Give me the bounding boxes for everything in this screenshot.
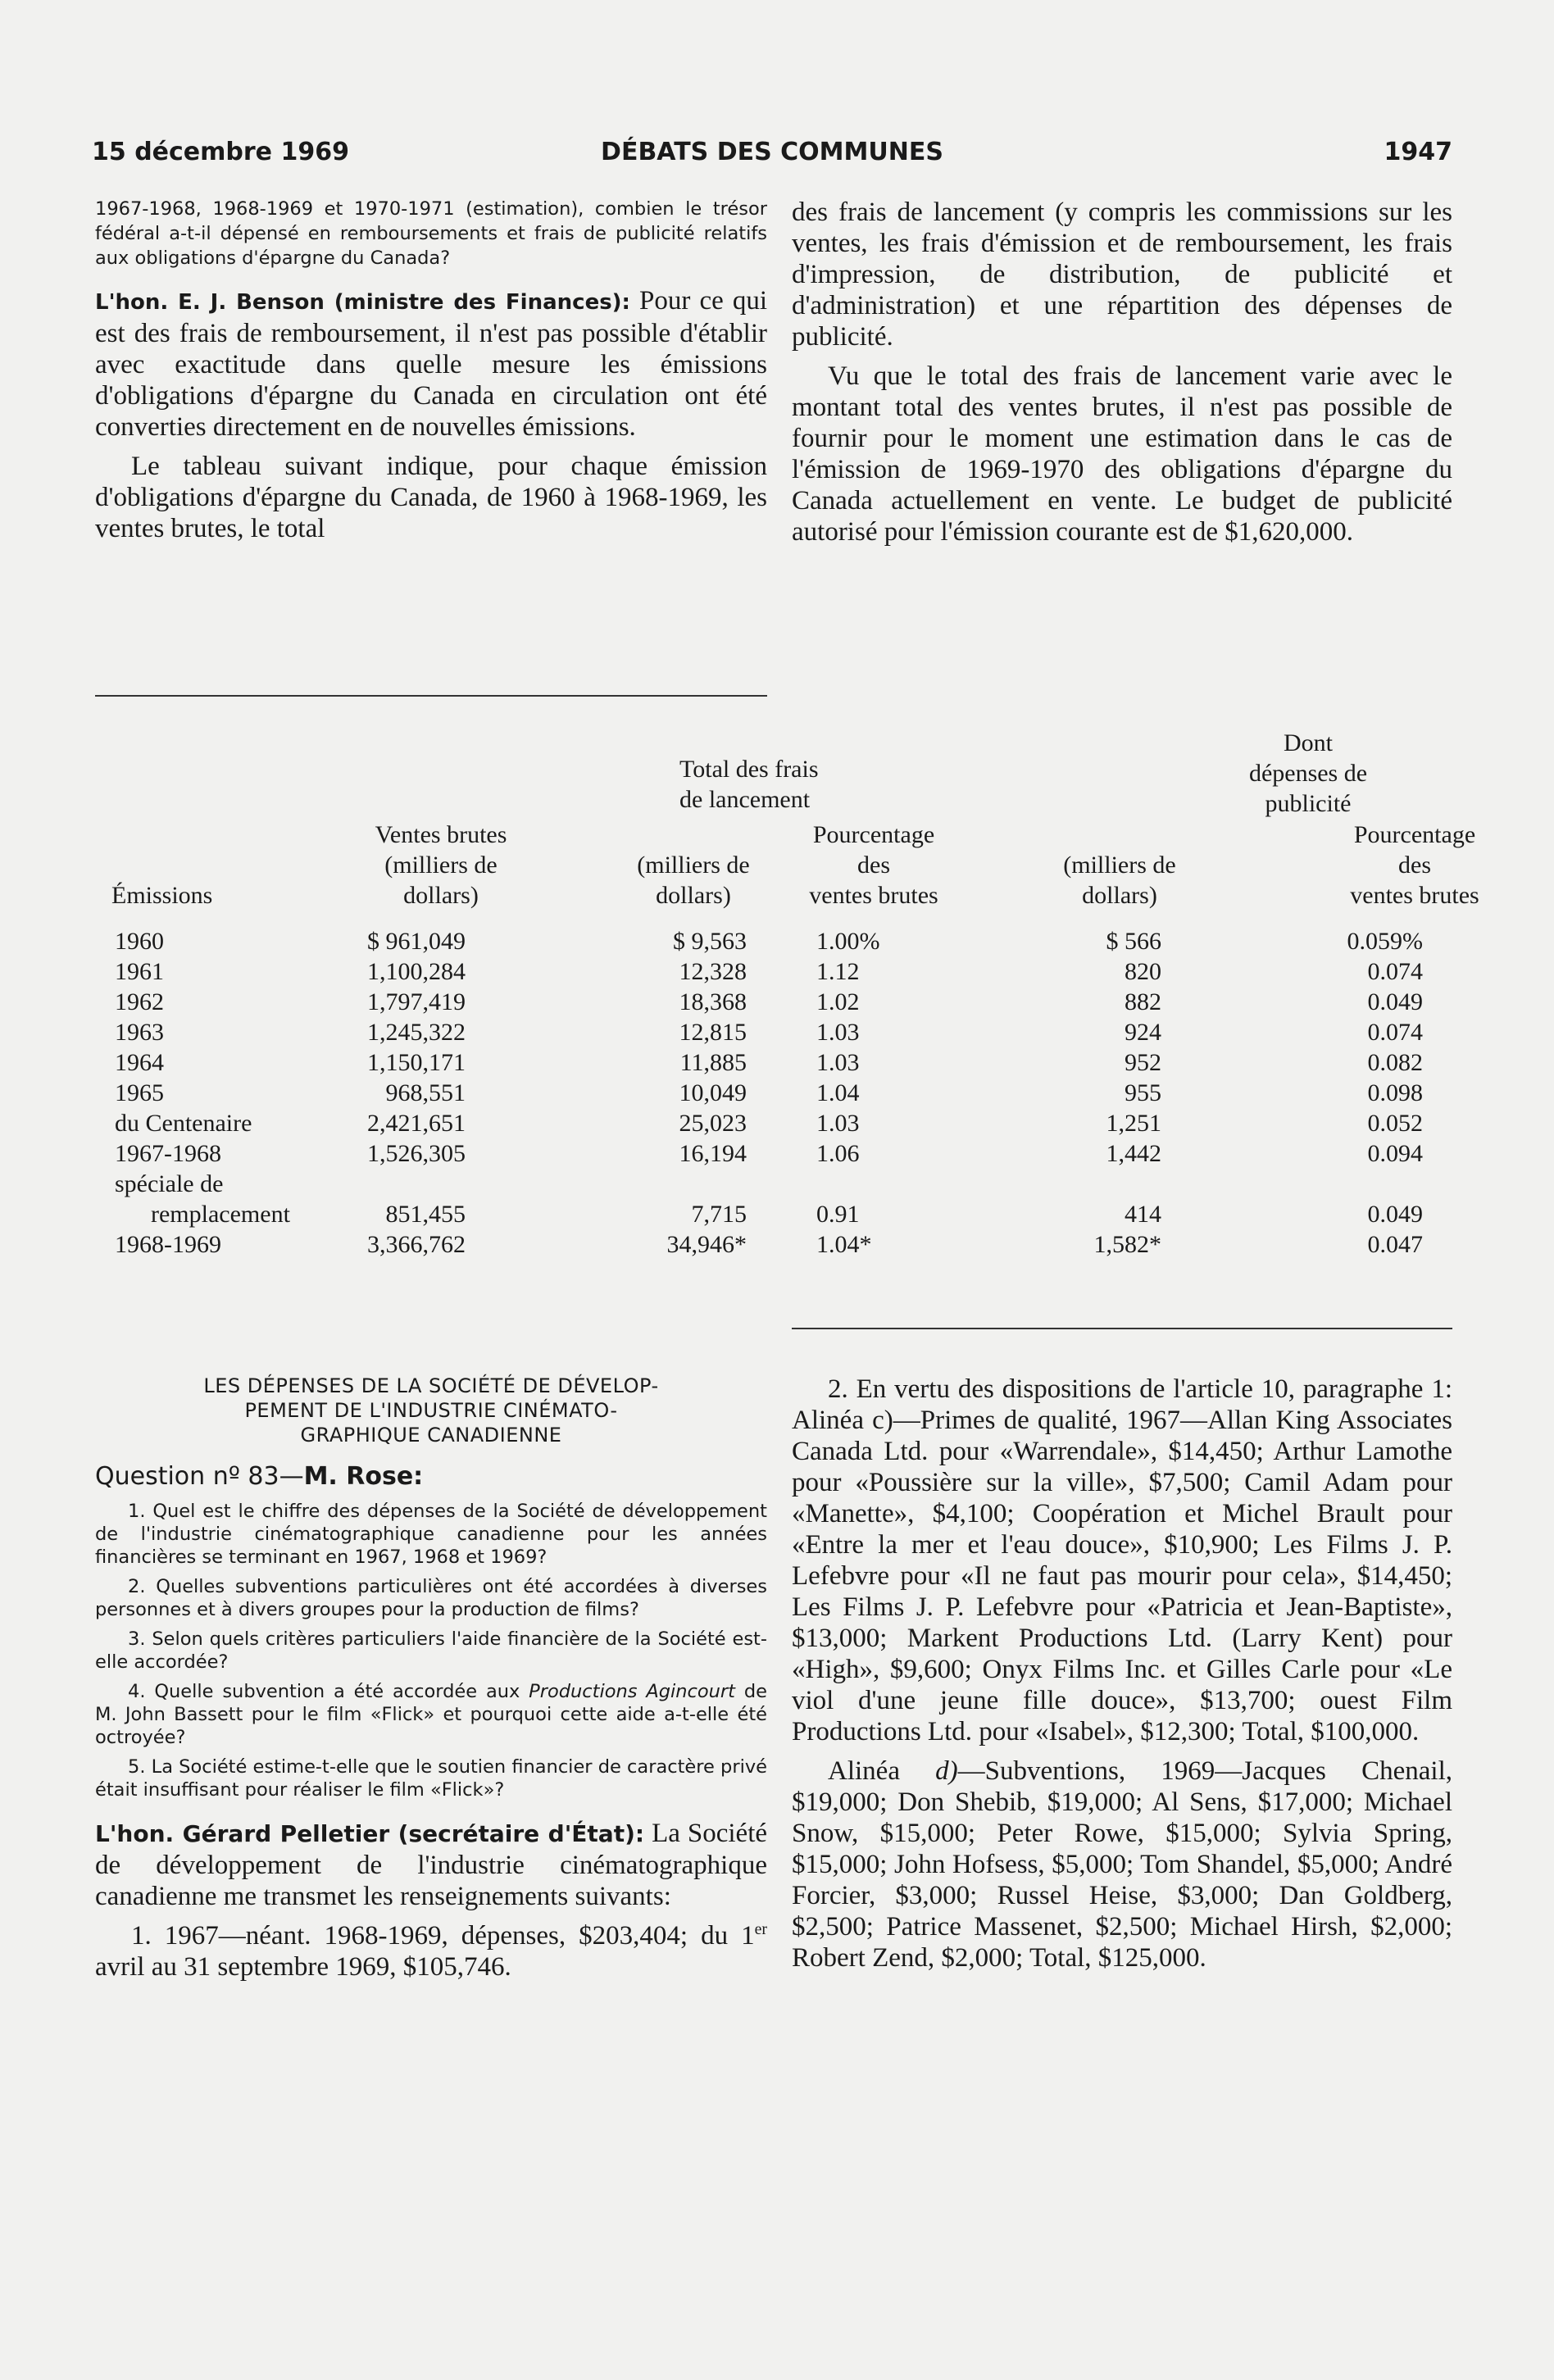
question-item-2: 2. Quelles subventions particulières ont été accordées à diverses personnes et à divers groupes pour la production de films?: [95, 1576, 767, 1620]
cell-ventes: $ 961,049: [367, 928, 466, 955]
cell-emission: 1960: [115, 928, 164, 955]
cell-ventes: 1,100,284: [367, 958, 466, 985]
header-tf-milliers: [603, 850, 784, 911]
cell-depenses-pub: 882: [1125, 988, 1161, 1015]
cell-pct: 1.03: [816, 1049, 860, 1076]
header-dont-line2: dépenses de: [1248, 760, 1368, 787]
grants-p2-b: —Subventions, 1969—Jacques Chenail, $19,000; Don Shebib, $19,000; Al Sens, $17,000; Michael Snow, $15,000; Peter Rowe, $15,000; Sylvia Spring, $15,000; John Hofsess, $5,000; Tom Shandel, $5,000; André Forcier, $3,000; Russel Heise, $3,000; Dan Goldberg, $2,500; Patrice Massenet, $2,500; Michael Hirsh, $2,000; Robert Zend, $2,000; Total, $125,000.: [792, 1756, 1452, 1973]
bottom-right-column: [792, 1374, 1452, 1973]
header-pct-lancement: [784, 820, 964, 911]
right-paragraph-2: Vu que le total des frais de lancement varie avec le montant total des ventes brutes, il n'est pas possible de fournir pour le moment une estimation dans le cas de l'émission de 1969-1970 des obligations d'épargne du Canada actuellement en vente. Le budget de publicité autorisé pour l'émission courante est de $1,620,000.: [792, 361, 1452, 547]
cell-total-frais: 12,815: [679, 1019, 747, 1046]
divider-top-table: [95, 695, 767, 697]
cell-ventes: 1,245,322: [367, 1019, 466, 1046]
bottom-left-column: [95, 1374, 767, 1983]
cell-emission-line1: spéciale de: [115, 1170, 224, 1197]
speaker-name: L'hon. E. J. Benson (ministre des Finances):: [95, 290, 630, 315]
table-row: [95, 1017, 1456, 1047]
header-dp-line1: (milliers de: [1063, 852, 1176, 879]
cell-emission: 1963: [115, 1019, 164, 1046]
section-heading-line2: PEMENT DE L'INDUSTRIE CINÉMATO-: [244, 1399, 618, 1422]
cell-pct-pub: 0.082: [1367, 1049, 1423, 1076]
cell-pct-pub: 0.098: [1367, 1079, 1423, 1106]
cell-depenses-pub: 1,582*: [1093, 1231, 1161, 1258]
table-row: [95, 926, 1456, 956]
question-item-4: [95, 1680, 767, 1749]
page-header: [92, 138, 1452, 179]
table-row: [95, 1169, 1456, 1199]
question-item-4-a: 4. Quelle subvention a été accordée aux: [128, 1681, 529, 1702]
top-right-column: [792, 197, 1452, 547]
answer-text: Pour ce qui est des frais de remboursement, il n'est pas possible d'établir avec exactitude dans quelle mesure les émissions d'obligations d'épargne du Canada en circulation ont été converties directement en de nouvelles émissions.: [95, 286, 767, 442]
cell-pct-pub: 0.059%: [1347, 928, 1423, 955]
cell-emission: 1961: [115, 958, 164, 985]
answer-paragraph: [95, 1818, 767, 1912]
cell-ventes: 851,455: [385, 1201, 466, 1228]
top-left-column: [95, 197, 767, 544]
grants-paragraph-2: [792, 1755, 1452, 1973]
question-item-1: 1. Quel est le chiffre des dépenses de la Société de développement de l'industrie cinématographique canadienne pour les années financières se terminant en 1967, 1968 et 1969?: [95, 1501, 767, 1568]
cell-ventes: 1,150,171: [367, 1049, 466, 1076]
header-dont-publicite: [1185, 728, 1431, 819]
cell-pct: 1.02: [816, 988, 860, 1015]
cell-depenses-pub: 952: [1125, 1049, 1161, 1076]
cell-emission: 1967-1968: [115, 1140, 221, 1167]
cell-pct-pub: 0.052: [1367, 1110, 1423, 1137]
answer-paragraph-2: Le tableau suivant indique, pour chaque émission d'obligations d'épargne du Canada, de 1960 à 1968-1969, les ventes brutes, le total: [95, 452, 767, 543]
header-pct-lanc-line1: Pourcentage: [812, 821, 935, 848]
question-text: 1967-1968, 1968-1969 et 1970-1971 (estimation), combien le trésor fédéral a-t-il dépensé en remboursements et frais de publicité relatifs aux obligations d'épargne du Canada?: [95, 198, 767, 269]
table-row: [95, 1138, 1456, 1169]
cell-ventes: 1,526,305: [367, 1140, 466, 1167]
grants-p2-italic: d): [935, 1756, 958, 1786]
cell-emission-line2: remplacement: [151, 1201, 290, 1228]
page-number: 1947: [1384, 138, 1452, 166]
answer-paragraph: [95, 285, 767, 443]
cell-ventes: 2,421,651: [367, 1110, 466, 1137]
cell-pct: 1.04: [816, 1079, 860, 1106]
question-label: Question nº 83—: [95, 1462, 304, 1491]
cell-pct-pub: 0.049: [1367, 1201, 1423, 1228]
header-pct-pub: [1325, 820, 1505, 911]
cell-total-frais: 10,049: [679, 1079, 747, 1106]
table-row: [95, 987, 1456, 1017]
question-asker: M. Rose:: [303, 1462, 424, 1491]
table-row: [95, 1108, 1456, 1138]
cell-total-frais: 25,023: [679, 1110, 747, 1137]
answer-item-1-sup: er: [754, 1920, 767, 1938]
cell-total-frais: 18,368: [679, 988, 747, 1015]
cell-pct-pub: 0.047: [1367, 1231, 1423, 1258]
question-item-4-b: de M. John Bassett pour le film «Flick» et pourquoi cette aide a-t-elle été octroyée?: [95, 1681, 767, 1748]
header-total-frais-line2: de lancement: [679, 786, 811, 813]
cell-depenses-pub: 414: [1125, 1201, 1161, 1228]
cell-depenses-pub: 924: [1125, 1019, 1161, 1046]
section-heading-line1: LES DÉPENSES DE LA SOCIÉTÉ DE DÉVELOP-: [203, 1374, 659, 1397]
cell-depenses-pub: 1,251: [1106, 1110, 1161, 1137]
table-row: [95, 1199, 1456, 1229]
header-dp-milliers: [1029, 850, 1210, 911]
grants-paragraph-1: 2. En vertu des dispositions de l'article 10, paragraphe 1: Alinéa c)—Primes de qualité, 1967—Allan King Associates Canada Ltd. pour «Warrendale», $14,450; Arthur Lamothe pour «Poussière sur la ville», $7,500; Camil Adam pour «Manette», $4,100; Coopération et Michel Brault pour «Entre la mer et l'eau douce», $10,900; Les Films J. P. Lefebvre pour «Il ne faut pas mourir pour cela», $14,450; Les Films J. P. Lefebvre pour «Patricia et Jean-Baptiste», $13,000; Markent Productions Ltd. (Larry Kent) pour «High», $9,600; Onyx Films Inc. et Gilles Carle pour «Le viol d'une jeune fille douce», $13,700; ouest Film Productions Ltd. pour «Isabel», $12,300; Total, $100,000.: [792, 1374, 1452, 1746]
cell-depenses-pub: 955: [1125, 1079, 1161, 1106]
cell-emission: 1968-1969: [115, 1231, 221, 1258]
cell-emission: du Centenaire: [115, 1110, 252, 1137]
table-row: [95, 1047, 1456, 1078]
question-item-4-italic: Productions Agincourt: [529, 1681, 736, 1702]
cell-total-frais: 12,328: [679, 958, 747, 985]
cell-total-frais: 7,715: [691, 1201, 747, 1228]
header-ventes-line2: (milliers de: [384, 852, 498, 879]
header-dp-line2: dollars): [1082, 882, 1157, 909]
cell-total-frais: $ 9,563: [673, 928, 747, 955]
cell-emission: 1962: [115, 988, 164, 1015]
speaker-name: L'hon. Gérard Pelletier (secrétaire d'État):: [95, 1820, 645, 1847]
cell-depenses-pub: 1,442: [1106, 1140, 1161, 1167]
cell-emission: 1965: [115, 1079, 164, 1106]
cell-emission: 1964: [115, 1049, 164, 1076]
cell-pct: 1.03: [816, 1019, 860, 1046]
cell-pct: 1.03: [816, 1110, 860, 1137]
cell-pct-pub: 0.094: [1367, 1140, 1423, 1167]
header-total-frais-line1: Total des frais: [679, 756, 819, 783]
header-ventes-line3: dollars): [403, 882, 479, 909]
header-tf-line2: dollars): [656, 882, 731, 909]
cell-ventes: 3,366,762: [367, 1231, 466, 1258]
question-item-3: 3. Selon quels critères particuliers l'aide financière de la Société est-elle accordée?: [95, 1628, 767, 1673]
header-pct-pub-line3: ventes brutes: [1350, 882, 1479, 909]
cell-pct-pub: 0.074: [1367, 958, 1423, 985]
header-title: DÉBATS DES COMMUNES: [601, 138, 943, 166]
header-emissions: Émissions: [111, 882, 213, 909]
cell-pct: 0.91: [816, 1201, 860, 1228]
header-total-frais: [679, 754, 925, 815]
question-item-5: 5. La Société estime-t-elle que le soutien financier de caractère privé était insuffisant pour réaliser le film «Flick»?: [95, 1756, 767, 1801]
cell-ventes: 968,551: [385, 1079, 466, 1106]
header-pct-pub-line1: Pourcentage: [1353, 821, 1476, 848]
answer-item-1: [95, 1920, 767, 1983]
answer-intro: La Société de développement de l'industrie cinématographique canadienne me transmet les renseignements suivants:: [95, 1819, 768, 1911]
cell-pct: 1.12: [816, 958, 860, 985]
answer-item-1-b: avril au 31 septembre 1969, $105,746.: [95, 1952, 511, 1982]
question-list: [95, 1500, 767, 1801]
header-date: 15 décembre 1969: [92, 138, 349, 166]
header-pct-lanc-line3: ventes brutes: [809, 882, 938, 909]
header-ventes-brutes: [343, 820, 539, 911]
table-row: [95, 956, 1456, 987]
cell-pct-pub: 0.074: [1367, 1019, 1423, 1046]
cell-pct: 1.04*: [816, 1231, 872, 1258]
header-dont-line3: publicité: [1265, 790, 1352, 817]
right-paragraph-1: des frais de lancement (y compris les commissions sur les ventes, les frais d'émission et de remboursement, les frais d'impression, de distribution, de publicité et d'administration) et une répartition des dépenses de publicité.: [792, 198, 1452, 352]
table-row: [95, 1078, 1456, 1108]
cell-total-frais: 16,194: [679, 1140, 747, 1167]
cell-pct: 1.06: [816, 1140, 860, 1167]
header-pct-pub-line2: des: [1398, 852, 1431, 879]
cell-depenses-pub: 820: [1125, 958, 1161, 985]
header-pct-lanc-line2: des: [857, 852, 890, 879]
cell-total-frais: 34,946*: [666, 1231, 747, 1258]
grants-p2-a: Alinéa: [828, 1756, 936, 1786]
answer-item-1-a: 1. 1967—néant. 1968-1969, dépenses, $203,404; du 1: [131, 1921, 755, 1951]
cell-total-frais: 11,885: [679, 1049, 747, 1076]
cell-depenses-pub: $ 566: [1106, 928, 1161, 955]
header-tf-line1: (milliers de: [637, 852, 750, 879]
bond-issues-table: [95, 721, 1479, 1295]
cell-pct: 1.00%: [816, 928, 880, 955]
cell-ventes: 1,797,419: [367, 988, 466, 1015]
cell-pct-pub: 0.049: [1367, 988, 1423, 1015]
table-row: [95, 1229, 1456, 1260]
section-heading: [95, 1374, 767, 1447]
question-number: [95, 1462, 767, 1492]
divider-bottom-table: [792, 1328, 1452, 1329]
header-dont-line1: Dont: [1284, 729, 1333, 756]
header-ventes-line1: Ventes brutes: [375, 821, 507, 848]
section-heading-line3: GRAPHIQUE CANADIENNE: [300, 1424, 562, 1447]
